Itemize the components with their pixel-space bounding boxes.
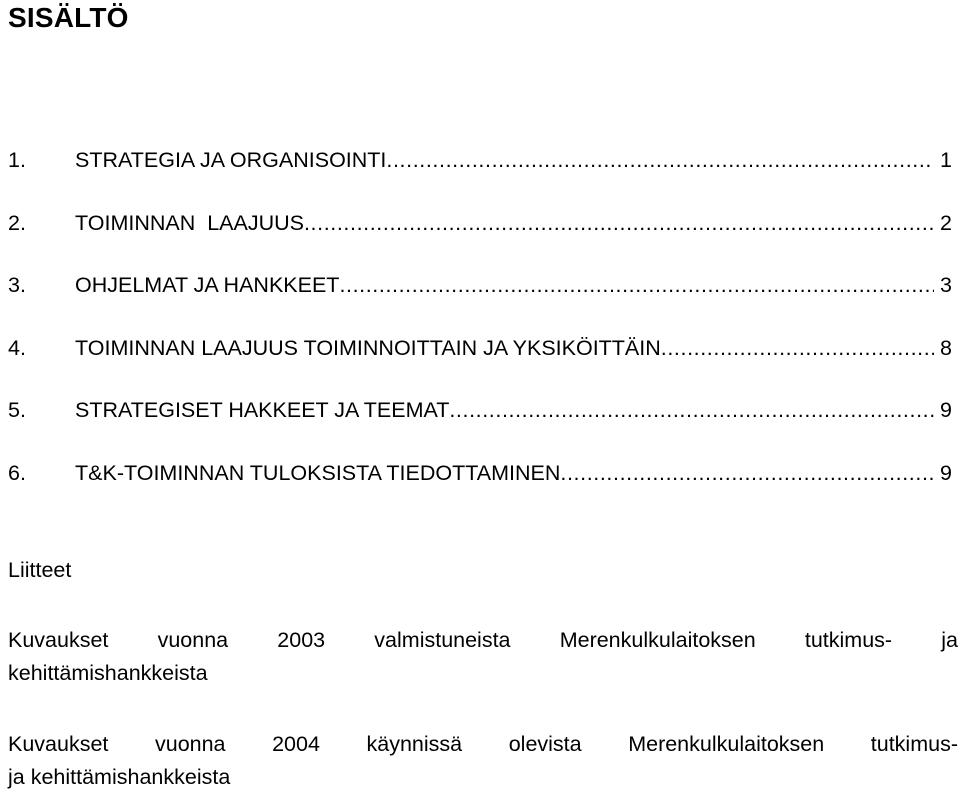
toc-entry-number: 3. [8,273,26,297]
document-title: SISÄLTÖ [8,2,129,33]
toc-entry-label: OHJELMAT JA HANKKEET [75,273,340,297]
toc-entry-label: TOIMINNAN LAAJUUS TOIMINNOITTAIN JA YKSIKÖITTÄIN [75,335,661,360]
appendix-item [8,624,958,690]
toc-entry-number: 2. [8,210,26,235]
toc-entry-label: STRATEGIA JA ORGANISOINTI [75,148,387,172]
appendix-heading: Liitteet [8,558,72,582]
toc-entry[interactable] [8,336,952,368]
toc-entry-page: 9 [940,398,952,422]
toc-entry-number: 1. [8,148,26,172]
appendix-item-line: ja kehittämishankkeista [8,765,231,789]
toc-entry[interactable] [8,398,952,430]
toc-entry[interactable] [8,148,952,180]
toc-entry-number: 5. [8,398,26,422]
toc-dot-leader [386,148,934,173]
appendix-item-line: Kuvaukset vuonna 2003 valmistuneista Merenkulkulaitoksen tutkimus- ja [8,628,958,652]
table-of-contents [8,148,952,523]
toc-entry-page: 8 [940,335,952,360]
toc-entry[interactable] [8,211,952,243]
toc-dot-leader [304,211,934,236]
toc-entry-number: 6. [8,460,26,485]
toc-entry-page: 2 [940,210,952,235]
appendix-item-line: Kuvaukset vuonna 2004 käynnissä olevista Merenkulkulaitoksen tutkimus- [8,732,958,756]
appendix-item-line: kehittämishankkeista [8,661,208,685]
toc-entry-page: 9 [940,460,952,485]
toc-dot-leader [560,461,934,486]
toc-entry[interactable] [8,273,952,305]
toc-entry[interactable] [8,461,952,493]
toc-entry-page: 1 [940,148,952,172]
toc-entry-label: T&K-TOIMINNAN TULOKSISTA TIEDOTTAMINEN [75,460,561,485]
toc-entry-label: TOIMINNAN LAAJUUS [75,210,304,235]
toc-dot-leader [661,336,934,361]
toc-entry-label: STRATEGISET HAKKEET JA TEEMAT [75,398,450,422]
appendix-item [8,728,958,794]
toc-entry-number: 4. [8,335,26,360]
toc-entry-page: 3 [940,273,952,297]
toc-dot-leader [339,273,934,298]
toc-dot-leader [449,398,934,423]
